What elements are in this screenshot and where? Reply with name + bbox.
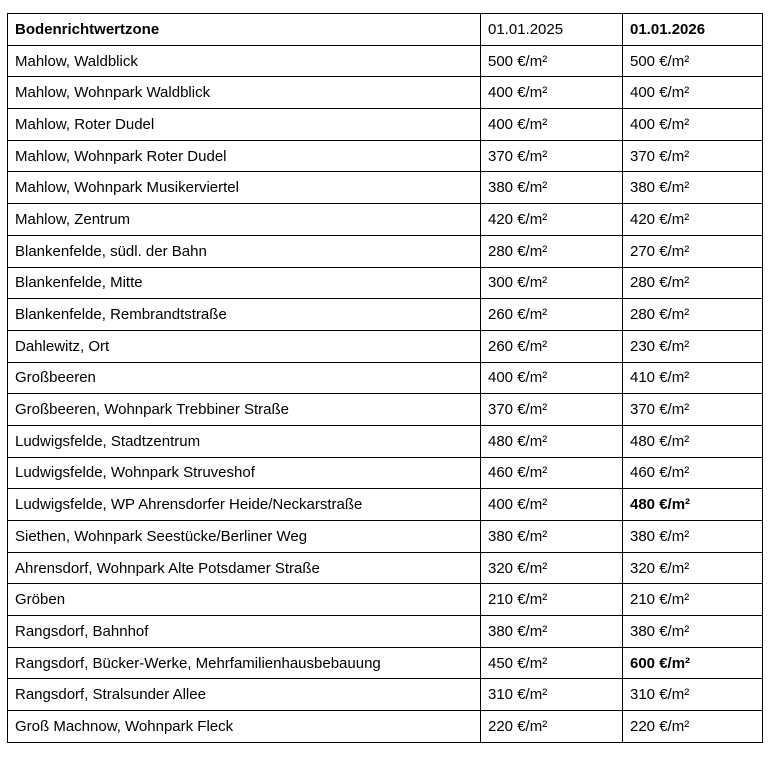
table-row — [8, 584, 763, 616]
value-2026-cell: 380 €/m² — [623, 616, 763, 648]
table-row — [8, 330, 763, 362]
zone-cell: Gröben — [8, 584, 481, 616]
table-row — [8, 299, 763, 331]
zone-cell: Mahlow, Wohnpark Waldblick — [8, 77, 481, 109]
value-2026-cell: 480 €/m² — [623, 425, 763, 457]
value-2025-cell: 450 €/m² — [481, 647, 623, 679]
table-body — [8, 14, 763, 743]
table-row — [8, 616, 763, 648]
value-2025-cell: 280 €/m² — [481, 235, 623, 267]
zone-cell: Großbeeren, Wohnpark Trebbiner Straße — [8, 394, 481, 426]
table-row — [8, 267, 763, 299]
value-2025-cell: 400 €/m² — [481, 109, 623, 141]
header-date-2026: 01.01.2026 — [623, 14, 763, 46]
table-row — [8, 552, 763, 584]
table-row — [8, 457, 763, 489]
value-2025-cell: 400 €/m² — [481, 362, 623, 394]
value-2025-cell: 260 €/m² — [481, 299, 623, 331]
value-2025-cell: 400 €/m² — [481, 489, 623, 521]
table-row — [8, 362, 763, 394]
value-2025-cell: 370 €/m² — [481, 394, 623, 426]
table-row — [8, 394, 763, 426]
value-2025-cell: 380 €/m² — [481, 616, 623, 648]
value-2025-cell: 370 €/m² — [481, 140, 623, 172]
table-row — [8, 45, 763, 77]
zone-cell: Blankenfelde, südl. der Bahn — [8, 235, 481, 267]
zone-cell: Rangsdorf, Stralsunder Allee — [8, 679, 481, 711]
zone-cell: Siethen, Wohnpark Seestücke/Berliner Weg — [8, 521, 481, 553]
value-2025-cell: 310 €/m² — [481, 679, 623, 711]
table-row — [8, 77, 763, 109]
value-2026-cell: 400 €/m² — [623, 77, 763, 109]
zone-cell: Dahlewitz, Ort — [8, 330, 481, 362]
zone-cell: Mahlow, Wohnpark Roter Dudel — [8, 140, 481, 172]
table-row — [8, 235, 763, 267]
table-row — [8, 489, 763, 521]
value-2025-cell: 400 €/m² — [481, 77, 623, 109]
value-2025-cell: 380 €/m² — [481, 521, 623, 553]
zone-cell: Ludwigsfelde, Wohnpark Struveshof — [8, 457, 481, 489]
value-2026-cell: 270 €/m² — [623, 235, 763, 267]
value-2026-cell: 380 €/m² — [623, 521, 763, 553]
zone-cell: Ludwigsfelde, Stadtzentrum — [8, 425, 481, 457]
table-row — [8, 711, 763, 743]
value-2025-cell: 480 €/m² — [481, 425, 623, 457]
value-2026-cell: 280 €/m² — [623, 299, 763, 331]
value-2026-cell: 480 €/m² — [623, 489, 763, 521]
value-2025-cell: 460 €/m² — [481, 457, 623, 489]
land-value-table — [7, 13, 763, 743]
table-row — [8, 140, 763, 172]
value-2026-cell: 220 €/m² — [623, 711, 763, 743]
value-2026-cell: 410 €/m² — [623, 362, 763, 394]
value-2025-cell: 220 €/m² — [481, 711, 623, 743]
value-2025-cell: 500 €/m² — [481, 45, 623, 77]
value-2026-cell: 280 €/m² — [623, 267, 763, 299]
zone-cell: Rangsdorf, Bücker-Werke, Mehrfamilienhausbebauung — [8, 647, 481, 679]
value-2026-cell: 400 €/m² — [623, 109, 763, 141]
value-2026-cell: 370 €/m² — [623, 140, 763, 172]
zone-cell: Mahlow, Roter Dudel — [8, 109, 481, 141]
value-2026-cell: 600 €/m² — [623, 647, 763, 679]
zone-cell: Mahlow, Zentrum — [8, 204, 481, 236]
value-2026-cell: 420 €/m² — [623, 204, 763, 236]
table-row — [8, 204, 763, 236]
table-row — [8, 425, 763, 457]
zone-cell: Blankenfelde, Rembrandtstraße — [8, 299, 481, 331]
zone-cell: Mahlow, Wohnpark Musikerviertel — [8, 172, 481, 204]
value-2026-cell: 370 €/m² — [623, 394, 763, 426]
zone-cell: Ludwigsfelde, WP Ahrensdorfer Heide/Neckarstraße — [8, 489, 481, 521]
table-row — [8, 647, 763, 679]
value-2026-cell: 230 €/m² — [623, 330, 763, 362]
table-row — [8, 172, 763, 204]
table-header-row — [8, 14, 763, 46]
value-2025-cell: 320 €/m² — [481, 552, 623, 584]
value-2026-cell: 380 €/m² — [623, 172, 763, 204]
zone-cell: Mahlow, Waldblick — [8, 45, 481, 77]
value-2025-cell: 380 €/m² — [481, 172, 623, 204]
header-date-2025: 01.01.2025 — [481, 14, 623, 46]
value-2025-cell: 420 €/m² — [481, 204, 623, 236]
zone-cell: Ahrensdorf, Wohnpark Alte Potsdamer Straße — [8, 552, 481, 584]
value-2026-cell: 320 €/m² — [623, 552, 763, 584]
header-zone: Bodenrichtwertzone — [8, 14, 481, 46]
zone-cell: Blankenfelde, Mitte — [8, 267, 481, 299]
zone-cell: Rangsdorf, Bahnhof — [8, 616, 481, 648]
value-2025-cell: 210 €/m² — [481, 584, 623, 616]
value-2025-cell: 300 €/m² — [481, 267, 623, 299]
value-2025-cell: 260 €/m² — [481, 330, 623, 362]
zone-cell: Groß Machnow, Wohnpark Fleck — [8, 711, 481, 743]
value-2026-cell: 210 €/m² — [623, 584, 763, 616]
value-2026-cell: 460 €/m² — [623, 457, 763, 489]
table-row — [8, 109, 763, 141]
value-2026-cell: 310 €/m² — [623, 679, 763, 711]
table-row — [8, 679, 763, 711]
value-2026-cell: 500 €/m² — [623, 45, 763, 77]
zone-cell: Großbeeren — [8, 362, 481, 394]
table-row — [8, 521, 763, 553]
